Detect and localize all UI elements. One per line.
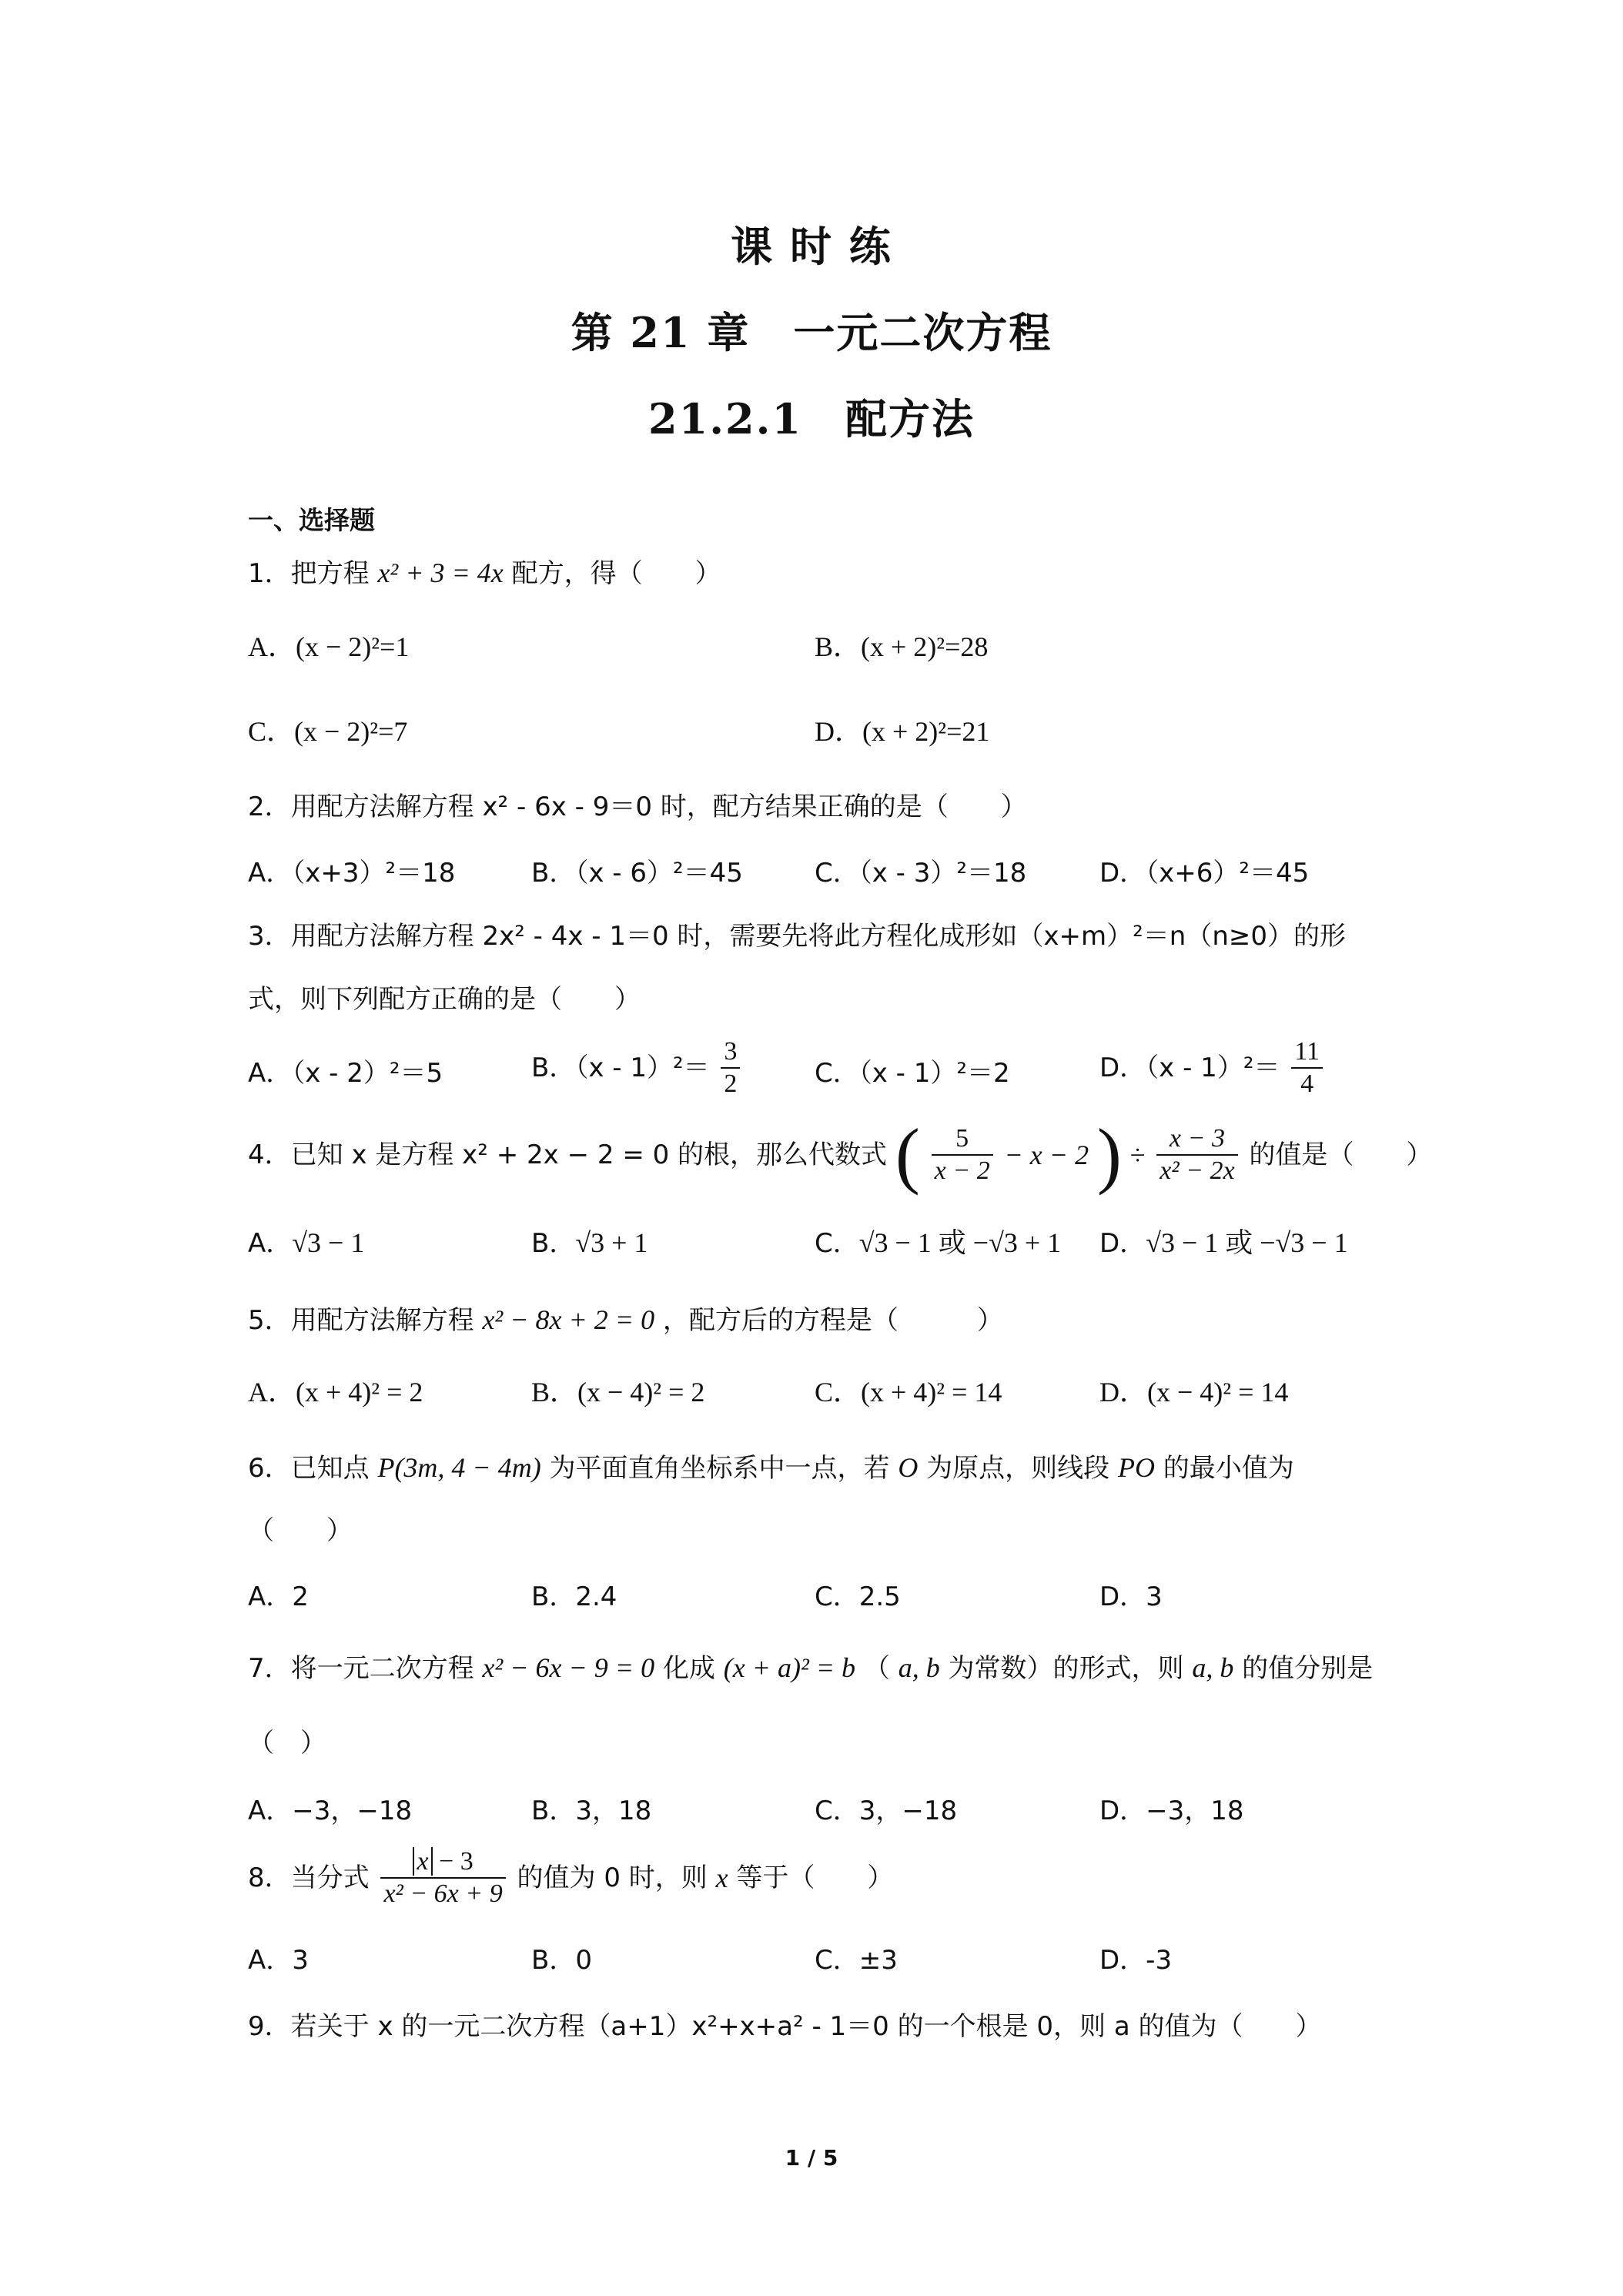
q3-b-numerator: 3: [721, 1036, 740, 1069]
q8-denominator: x² − 6x + 9: [383, 1879, 503, 1908]
q3-b-text: B．（x - 1）²＝: [531, 1053, 710, 1083]
q6-option-d[interactable]: D．3: [1099, 1581, 1163, 1612]
q3-option-c[interactable]: C．（x - 1）²＝2: [815, 1058, 1010, 1089]
q4-c-label: C．: [815, 1228, 859, 1259]
q8-abs-x: x: [413, 1847, 432, 1876]
q4-option-a[interactable]: [248, 1226, 364, 1260]
page-number: 1 / 5: [785, 2145, 838, 2170]
q7-option-c[interactable]: C．3，−18: [815, 1796, 958, 1826]
q3-b-denominator: 2: [724, 1069, 738, 1098]
q4-f2-denominator: x² − 2x: [1160, 1156, 1235, 1185]
q4-left-paren: (: [895, 1113, 920, 1196]
q4-d-math: √3 − 1 或 −√3 − 1: [1146, 1227, 1348, 1258]
question-3-line-2: 式，则下列配方正确的是（ ）: [248, 984, 641, 1015]
q7-option-a[interactable]: A．−3，−18: [248, 1796, 413, 1826]
document-title: 课 时 练: [731, 222, 892, 271]
question-1: [248, 556, 721, 591]
q7-mid: 化成: [662, 1653, 715, 1684]
q7-equation: x² − 6x − 9 = 0: [482, 1652, 655, 1683]
q6-origin: O: [898, 1452, 919, 1483]
q4-a-math: √3 − 1: [292, 1227, 365, 1258]
q3-d-numerator: 11: [1291, 1036, 1323, 1069]
q6-suffix: 的最小值为: [1163, 1453, 1294, 1484]
q4-b-math: √3 + 1: [575, 1227, 648, 1258]
q7-option-b[interactable]: B．3，18: [531, 1796, 652, 1826]
q1-option-a[interactable]: A．(x − 2)²=1: [248, 631, 410, 662]
question-4: [248, 1113, 1433, 1196]
q4-suffix: 的值是（ ）: [1249, 1140, 1433, 1170]
q8-suffix: 的值为 0 时，则: [517, 1863, 708, 1893]
q4-option-d[interactable]: [1099, 1226, 1348, 1260]
q4-fraction-1: [932, 1123, 993, 1186]
chapter-title: 第 21 章 一元二次方程: [571, 308, 1052, 357]
question-6: [248, 1451, 1294, 1485]
q2-option-c[interactable]: C．（x - 3）²＝18: [815, 858, 1027, 889]
q8-x: x: [715, 1863, 728, 1893]
question-6-line-2: （ ）: [248, 1515, 353, 1546]
q8-fraction: [380, 1846, 505, 1909]
q2-option-b[interactable]: B．（x - 6）²＝45: [531, 858, 743, 889]
q7-ab-2: a, b: [1192, 1652, 1234, 1683]
q5-option-c[interactable]: C．(x + 4)² = 14: [815, 1377, 1002, 1407]
q4-option-b[interactable]: [531, 1226, 648, 1260]
q3-option-a[interactable]: A．（x - 2）²＝5: [248, 1058, 443, 1089]
q4-a-label: A．: [248, 1228, 293, 1259]
question-7: [248, 1651, 1373, 1685]
q6-option-c[interactable]: C．2.5: [815, 1581, 901, 1612]
q4-f1-denominator: x − 2: [934, 1156, 990, 1185]
q5-prefix: 5．用配方法解方程: [248, 1305, 474, 1336]
q7-option-d[interactable]: D．−3，18: [1099, 1796, 1244, 1826]
q8-numerator: [380, 1846, 505, 1879]
q6-mid: 为平面直角坐标系中一点，若: [549, 1453, 890, 1484]
q4-middle-term: − x − 2: [1004, 1140, 1089, 1170]
q5-option-d[interactable]: D．(x − 4)² = 14: [1099, 1377, 1289, 1407]
q7-ab: a, b: [898, 1652, 940, 1683]
q2-option-a[interactable]: A．（x+3）²＝18: [248, 858, 456, 889]
q1-prefix: 1．把方程: [248, 558, 370, 589]
q6-option-b[interactable]: B．2.4: [531, 1581, 617, 1612]
q8-option-b[interactable]: B．0: [531, 1945, 592, 1976]
q1-option-d[interactable]: D．(x + 2)²=21: [815, 716, 990, 747]
q1-option-b[interactable]: B．(x + 2)²=28: [815, 631, 989, 662]
q4-d-label: D．: [1099, 1228, 1146, 1259]
q6-point: P(3m, 4 − 4m): [377, 1452, 541, 1483]
q8-suffix-2: 等于（ ）: [736, 1863, 894, 1893]
q4-right-paren: ): [1096, 1113, 1122, 1196]
q4-prefix: 4．已知 x 是方程 x² + 2x − 2 = 0 的根，那么代数式: [248, 1140, 888, 1170]
q3-option-d[interactable]: [1099, 1036, 1326, 1099]
q4-f1-numerator: 5: [932, 1123, 993, 1156]
q3-b-fraction: [721, 1036, 740, 1099]
question-7-line-2: （ ）: [248, 1728, 326, 1759]
q5-suffix: ，配方后的方程是（ ）: [662, 1305, 1003, 1336]
q6-prefix: 6．已知点: [248, 1453, 370, 1484]
q4-divide-sign: ÷: [1129, 1140, 1146, 1170]
question-2: 2．用配方法解方程 x² - 6x - 9＝0 时，配方结果正确的是（ ）: [248, 792, 1027, 822]
q8-prefix: 8．当分式: [248, 1863, 370, 1893]
q1-suffix: 配方，得（ ）: [511, 558, 721, 589]
q7-mid3: 为常数）的形式，则: [948, 1653, 1184, 1684]
question-8: [248, 1846, 893, 1909]
q4-b-label: B．: [531, 1228, 576, 1259]
q4-fraction-2: [1156, 1123, 1237, 1186]
q8-option-d[interactable]: D．-3: [1099, 1945, 1173, 1976]
q7-suffix: 的值分别是: [1242, 1653, 1374, 1684]
q6-segment: PO: [1117, 1452, 1155, 1483]
part-heading: 一、选择题: [248, 505, 375, 535]
q7-mid2: （: [863, 1653, 890, 1684]
q3-d-denominator: 4: [1300, 1069, 1314, 1098]
q4-c-math: √3 − 1 或 −√3 + 1: [858, 1227, 1062, 1258]
q3-d-fraction: [1291, 1036, 1323, 1099]
q8-option-c[interactable]: C．±3: [815, 1945, 898, 1976]
q1-option-c[interactable]: C．(x − 2)²=7: [248, 716, 408, 747]
q8-option-a[interactable]: A．3: [248, 1945, 309, 1976]
q6-mid2: 为原点，则线段: [926, 1453, 1110, 1484]
q7-prefix: 7．将一元二次方程: [248, 1653, 474, 1684]
section-title: 21.2.1 配方法: [648, 394, 975, 443]
q1-equation: x² + 3 = 4x: [377, 557, 504, 588]
q7-form: (x + a)² = b: [723, 1652, 856, 1683]
q5-option-a[interactable]: A．(x + 4)² = 2: [248, 1377, 423, 1407]
q4-option-c[interactable]: [815, 1226, 1061, 1260]
q5-option-b[interactable]: B．(x − 4)² = 2: [531, 1377, 705, 1407]
q3-d-text: D．（x - 1）²＝: [1099, 1053, 1280, 1083]
q5-equation: x² − 8x + 2 = 0: [482, 1304, 655, 1335]
q8-num-rest: − 3: [439, 1847, 474, 1876]
question-5: [248, 1303, 1003, 1337]
question-9: 9．若关于 x 的一元二次方程（a+1）x²+x+a² - 1＝0 的一个根是 0，则 a 的值为（ ）: [248, 2011, 1322, 2042]
q3-option-b[interactable]: [531, 1036, 743, 1099]
q4-f2-numerator: x − 3: [1156, 1123, 1237, 1156]
q2-option-d[interactable]: D．（x+6）²＝45: [1099, 858, 1310, 889]
q6-option-a[interactable]: A．2: [248, 1581, 309, 1612]
question-3-line-1: 3．用配方法解方程 2x² - 4x - 1＝0 时，需要先将此方程化成形如（x+m）²＝n（n≥0）的形: [248, 921, 1346, 952]
